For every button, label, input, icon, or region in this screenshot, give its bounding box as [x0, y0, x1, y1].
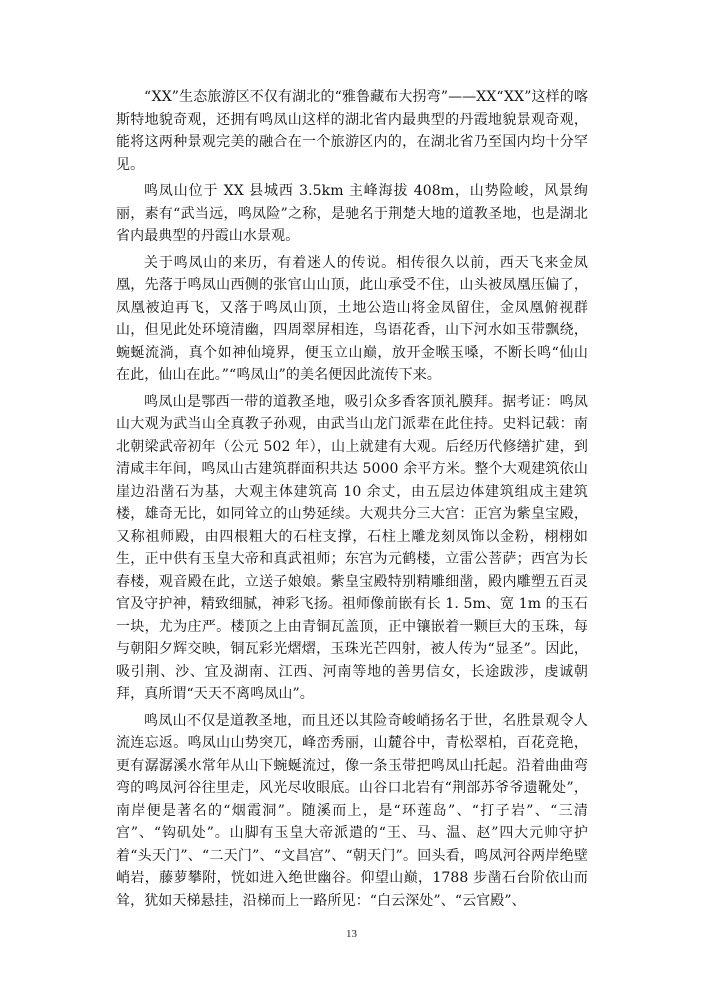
paragraph-intro: “XX”生态旅游区不仅有湖北的“雅鲁藏布大拐弯”——XX“XX”这样的喀斯特地貌奇观，还拥有鸣凤山这样的湖北省内最典型的丹霞地貌景观奇观，能将这两种景观完美的融合在一个旅游区内的，在湖北省乃至国内均十分罕见。: [116, 89, 588, 173]
paragraph-taoist-temple: 鸣凤山是鄂西一带的道教圣地，吸引众多香客顶礼膜拜。据考证：鸣凤山大观为武当山全真教子孙观，由武当山龙门派辈在此住持。史料记载：南北朝梁武帝初年（公元 502 年），山上就建有大观。后经历代修缮扩建，到清咸丰年间，鸣凤山古建筑群面积共达 5000 余平方米。整个大观建筑依山崖边沿凿石为基，大观主体建筑高 10 余丈，由五层边体建筑组成主建筑楼，雄奇无比，如同耸立的山势延续。大观共分三大宫：正宫为紫皇宝殿，又称祖师殿，由四根粗大的石柱支撑，石柱上雕龙刻凤饰以金粉，栩栩如生，正中供有玉皇大帝和真武祖师；东宫为元鹤楼，立雷公菩萨；西宫为长春楼，观音殿在此，立送子娘娘。紫皇宝殿特别精雕细凿，殿内雕塑五百灵官及守护神，精致细腻，神彩飞扬。祖师像前嵌有长 1. 5m、宽 1m 的玉石一块，尤为庄严。楼顶之上由青铜瓦盖顶，正中镶嵌着一颗巨大的玉珠，每与朝阳夕辉交映，铜瓦彩光熠熠，玉珠光芒四射，被人传为“显圣”。因此，吸引荆、沙、宜及湖南、江西、河南等地的善男信女，长途跋涉，虔诚朝拜，真所谓“天天不离鸣凤山”。: [116, 393, 588, 702]
paragraph-location: 鸣凤山位于 XX 县城西 3.5km 主峰海拔 408m，山势险峻，风景绚丽，素有“武当远，鸣凤险”之称，是驰名于荆楚大地的道教圣地，也是湖北省内最典型的丹霞山水景观。: [116, 183, 588, 244]
paragraph-legend: 关于鸣凤山的来历，有着迷人的传说。相传很久以前，西天飞来金凤凰，先落于鸣凤山西侧的张官山山顶，此山承受不住，山头被凤凰压偏了，凤凰被迫再飞，又落于鸣凤山顶，土地公造山将金凤留住，金凤凰俯视群山，但见此处环境清幽，四周翠屏相连，鸟语花香，山下河水如玉带飘绕，蜿蜒流淌，真个如神仙境界，便玉立山巅，放开金喉玉嗓，不断长鸣“仙山在此，仙山在此。”“鸣凤山”的美名便因此流传下来。: [116, 254, 588, 383]
page-number: 13: [346, 928, 357, 940]
document-body: [116, 86, 588, 912]
paragraph-scenery: 鸣凤山不仅是道教圣地，而且还以其险奇峻峭扬名于世，名胜景观令人流连忘返。鸣凤山山势突兀，峰峦秀丽，山麓谷中，青松翠柏，百花竞艳，更有潺潺溪水常年从山下蜿蜒流过，像一条玉带把鸣凤山托起。沿着曲曲弯弯的鸣凤河谷往里走，风光尽收眼底。山谷口北岩有“荆部苏爷爷遗靴处”，南岸便是著名的“烟霞洞”。随溪而上，是“环莲岛”、“打子岩”、“三清宫”、“钩矶处”。山脚有玉皇大帝派遣的“王、马、温、赵”四大元帅守护着“头天门”、“二天门”、“文昌宫”、“朝天门”。回头看，鸣凤河谷两岸绝壁峭岩，藤萝攀附，恍如进入绝世幽谷。仰望山巅，1788 步凿石台阶依山而耸，犹如天梯悬挂，沿梯而上一路所见：“白云深处”、“云官殿”、: [116, 712, 588, 909]
